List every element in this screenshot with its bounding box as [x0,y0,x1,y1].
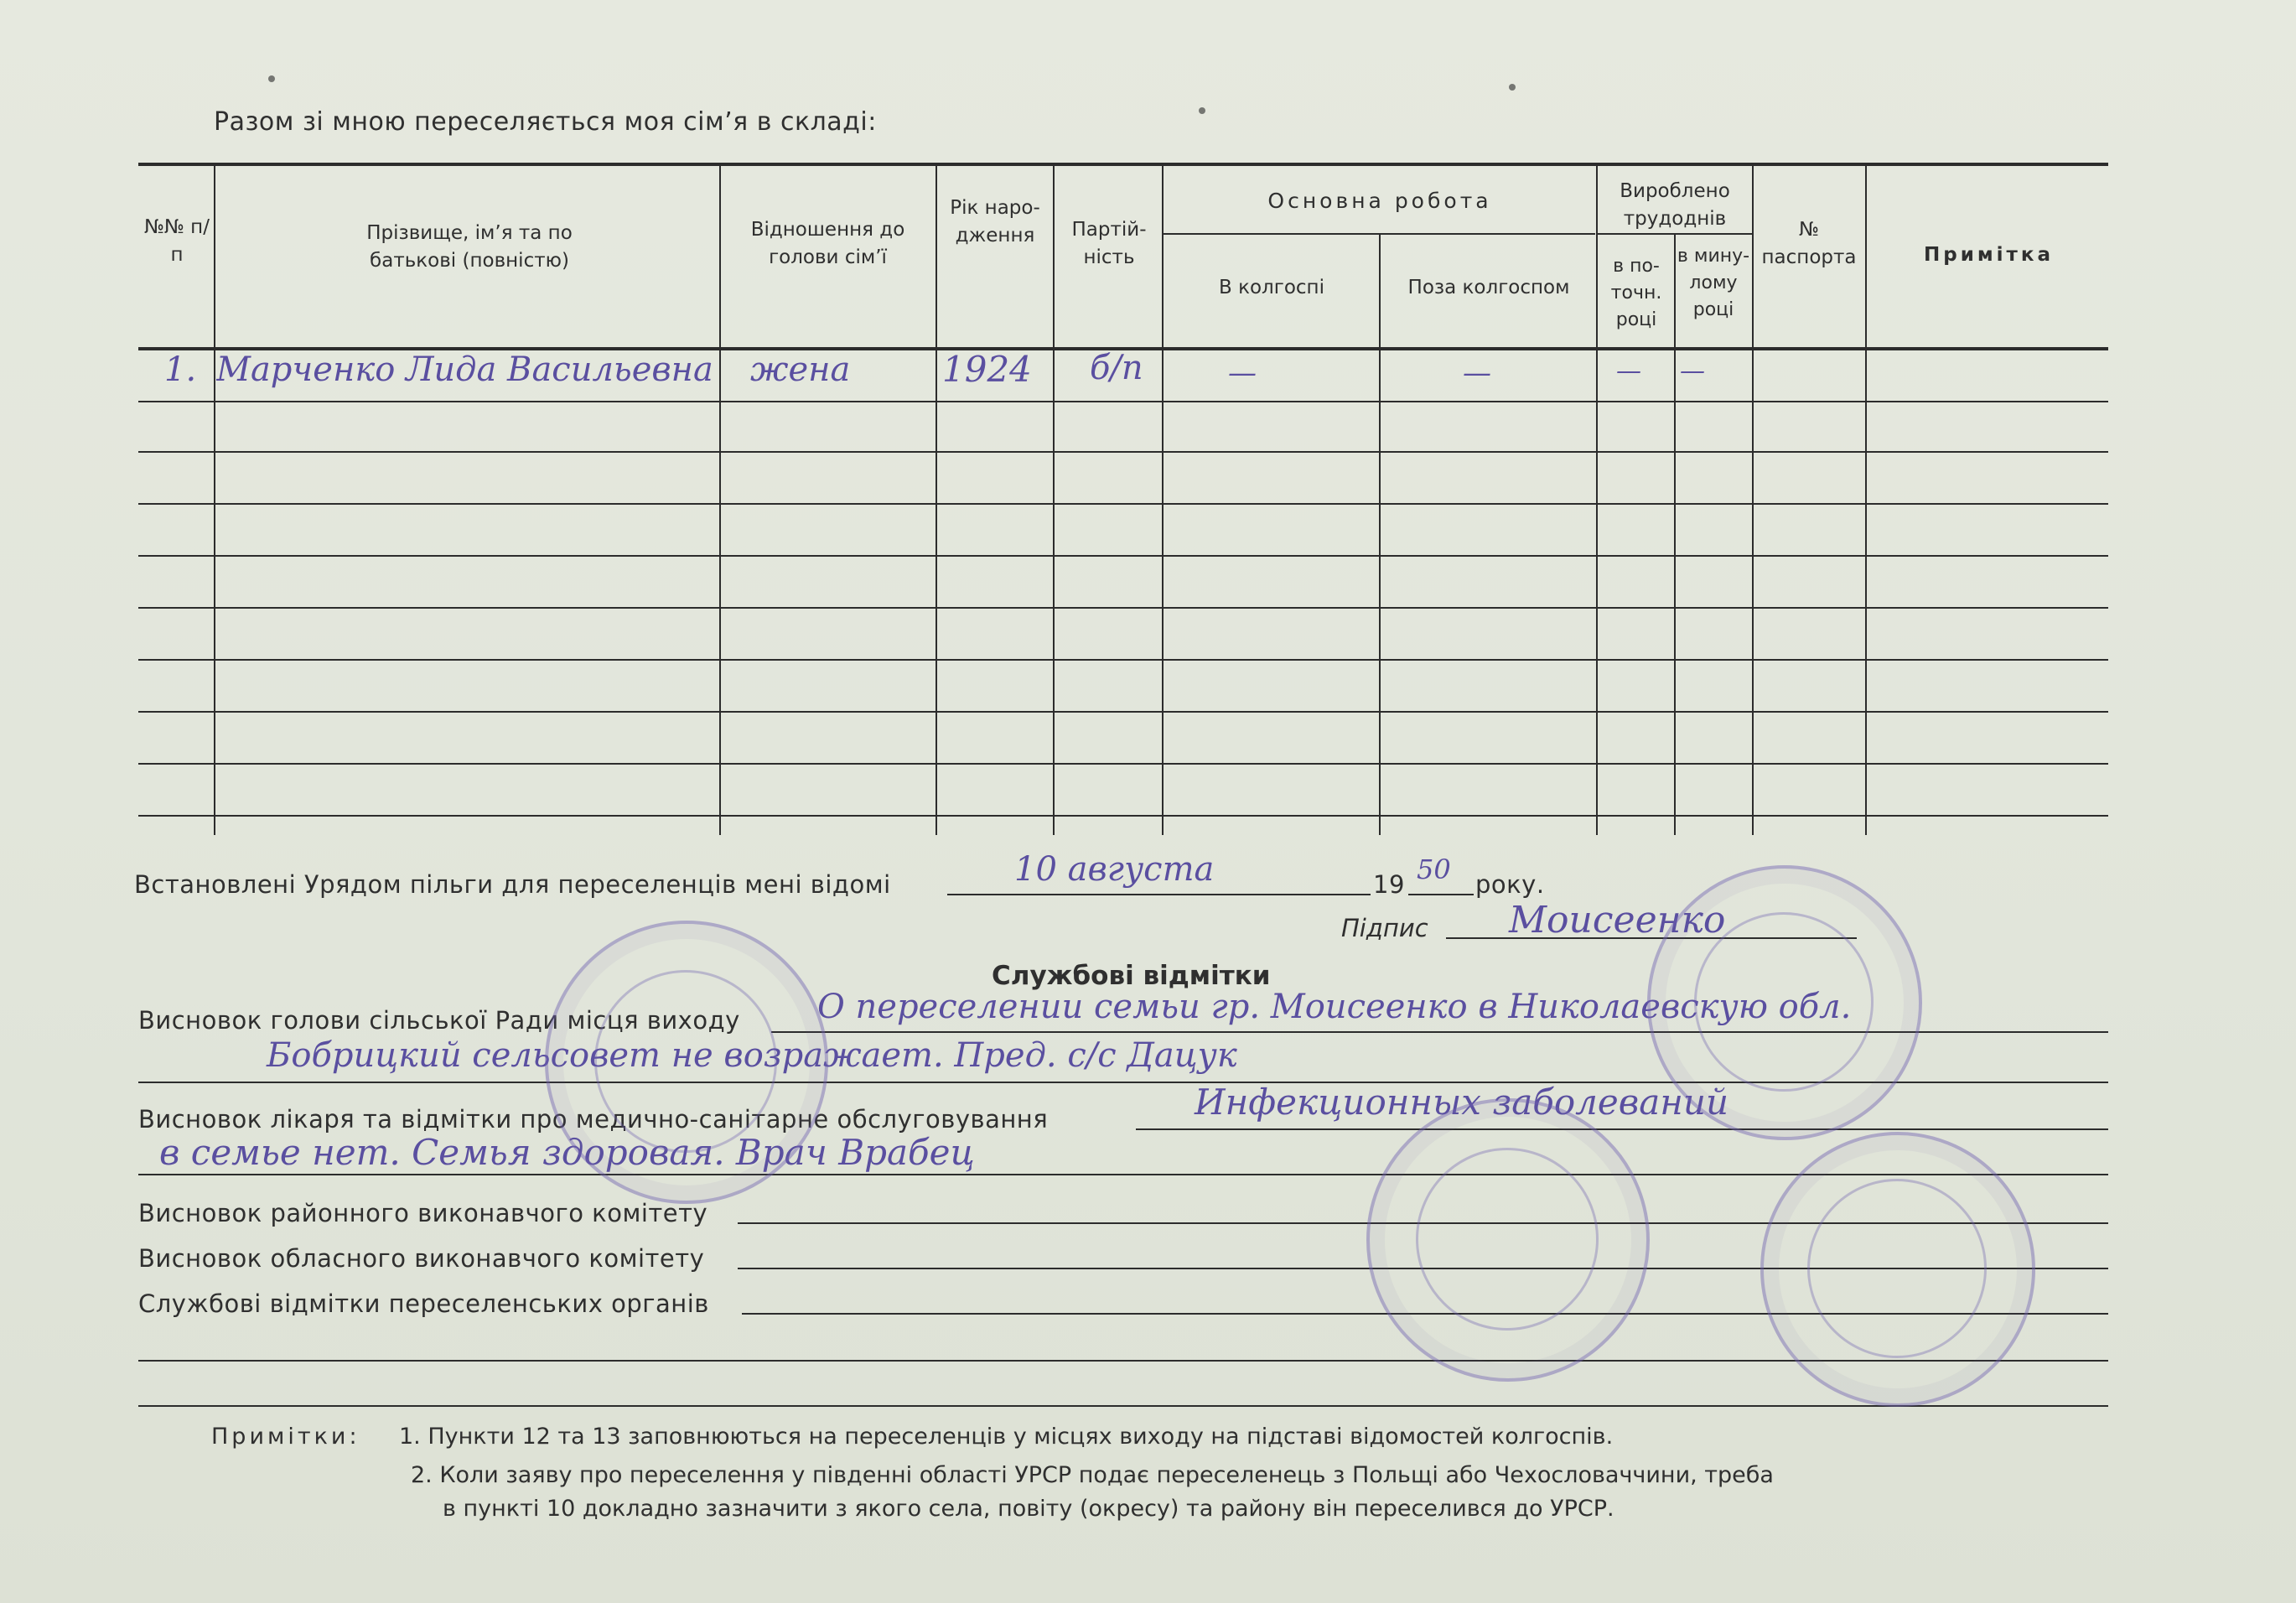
header-workdays: Вироблено трудоднів [1620,180,1730,231]
resettle-line-3 [138,1405,2108,1407]
col-rule [1752,164,1754,835]
row-rule [138,401,2108,402]
col-rule [1162,164,1164,835]
col-rule [1379,235,1381,835]
stamp-lower-center [1366,1098,1650,1382]
signature-value: Моисеенко [1509,899,1726,942]
col-rule [214,164,215,835]
header-remark: Примітка [1924,244,2054,266]
punch-mark [1509,84,1516,91]
resettle-label: Службові відмітки переселенських органів [138,1289,709,1318]
doctor-text-2: в семье нет. Семья здоровая. Врач Врабец [159,1132,975,1173]
row-rule [138,555,2108,557]
header-cur-year: в по- точн. році [1610,256,1662,330]
note-2b: в пункті 10 докладно зазначити з якого села, повіту (окресу) та району він переселився до УРСР. [443,1496,1614,1522]
benefits-year-word: року. [1475,870,1545,899]
stamp-upper-right [1647,865,1922,1140]
punch-mark [1199,107,1205,114]
header-passport: № паспорта [1761,219,1857,269]
punch-mark [268,75,275,82]
row-rule [138,763,2108,765]
council-text-1: О переселении семьи гр. Моисеенко в Николаевскую обл. [817,988,1852,1026]
district-label: Висновок районного виконавчого комітету [138,1199,708,1227]
row-num: 1. [164,350,197,389]
village-council-stamp [545,921,828,1204]
oblast-label: Висновок обласного виконавчого комітету [138,1244,705,1273]
doctor-text-1: Инфекционных заболеваний [1195,1082,1729,1123]
header-num: №№ п/п [144,216,210,267]
row-party: б/п [1090,349,1143,387]
notes-prefix: Примітки: [211,1424,360,1450]
row-rule [138,451,2108,453]
doctor-label: Висновок лікаря та відмітки про медично-санітарне обслуговування [138,1105,1049,1134]
row-rule [138,711,2108,713]
stamp-lower-right [1760,1132,2035,1407]
row-relation: жена [750,350,851,389]
note-2a: 2. Коли заяву про переселення у південні області УРСР подає переселенець з Польщі або Чехословаччини, треба [411,1462,1774,1488]
benefits-year-line [1408,894,1474,895]
row-out-kolkhoz: — [1463,356,1491,390]
header-name: Прізвище, ім’я та по батькові (повністю) [366,222,573,272]
benefits-date: 10 августа [1014,850,1215,889]
row-cur-year: — [1616,356,1641,386]
benefits-year-prefix: 19 [1373,870,1405,899]
doctor-line-1 [1136,1128,2108,1130]
council-text-2: Бобрицкий сельсовет не возражает. Пред. с/с Дацук [267,1036,1237,1075]
row-in-kolkhoz: — [1228,356,1257,390]
header-in-kolkhoz: В колгоспі [1219,277,1324,298]
header-year: Рік наро- дження [950,197,1040,247]
intro-text: Разом зі мною переселяється моя сім’я в складі: [214,107,877,137]
row-rule [138,815,2108,817]
col-rule [1674,235,1676,835]
table-top-rule [138,163,2108,166]
col-rule [1865,164,1867,835]
benefits-label: Встановлені Урядом пільги для переселенців мені відомі [134,870,891,899]
council-label: Висновок голови сільської Ради місця виходу [138,1006,740,1035]
row-rule [138,503,2108,505]
row-rule [138,607,2108,609]
service-title: Службові відмітки [992,961,1271,991]
header-last-year: в мину- лому році [1677,246,1750,320]
row-rule [138,659,2108,661]
col-rule [1053,164,1055,835]
note-1: 1. Пункти 12 та 13 заповнюються на переселенців у місцях виходу на підставі відомостей колгоспів. [399,1424,1614,1450]
header-party: Партій- ність [1071,219,1147,269]
header-out-kolkhoz: Поза колгоспом [1407,277,1570,298]
row-last-year: — [1680,356,1705,386]
header-relation: Відношення до голови сім’ї [750,219,905,269]
col-rule [936,164,937,835]
col-rule [719,164,721,835]
col-rule [1596,164,1598,835]
header-main-work: Основна робота [1267,189,1492,213]
benefits-year-suffix: 50 [1417,853,1451,885]
benefits-date-line [947,894,1371,895]
row-year: 1924 [942,349,1032,390]
signature-label: Підпис [1341,914,1428,942]
row-name: Марченко Лида Васильевна [216,350,713,389]
